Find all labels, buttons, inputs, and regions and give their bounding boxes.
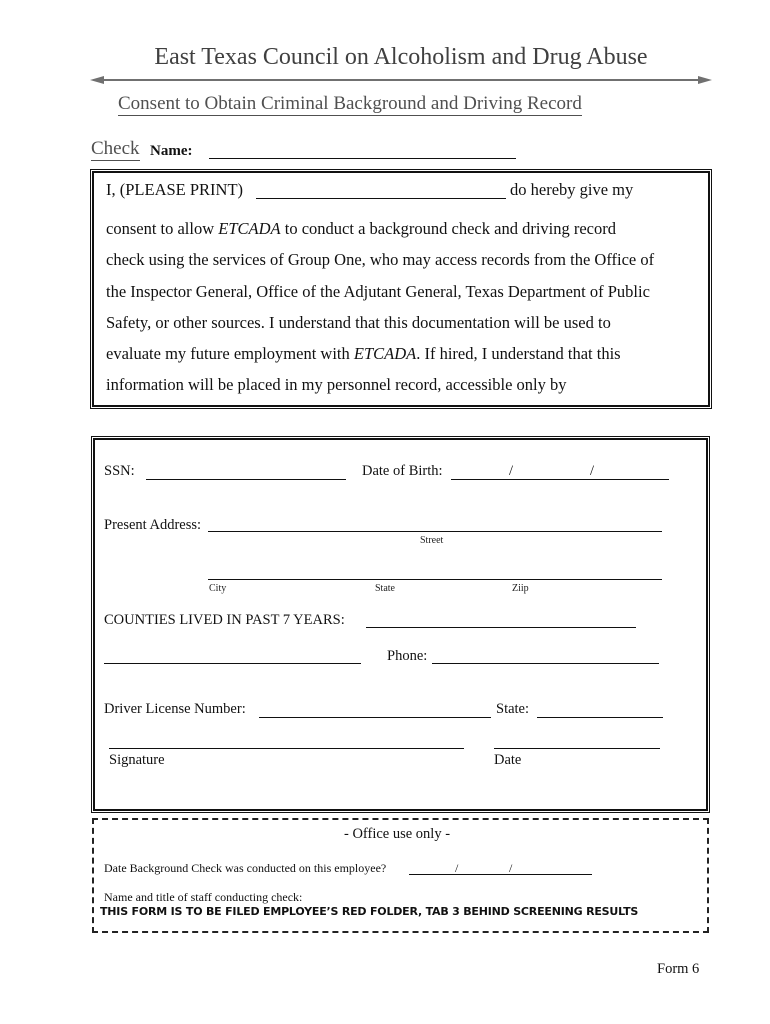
bg-date-field[interactable] <box>409 874 592 875</box>
date-label: Date <box>494 752 522 768</box>
dl-state-field[interactable] <box>537 717 663 718</box>
signature-label: Signature <box>109 752 165 768</box>
counties-field[interactable] <box>366 627 636 628</box>
office-use-heading: - Office use only - <box>344 826 451 842</box>
phone-label: Phone: <box>387 648 428 664</box>
dob-field[interactable] <box>451 479 669 480</box>
street-caption: Street <box>420 535 444 546</box>
name-label: Name: <box>150 143 193 159</box>
city-state-zip-field[interactable] <box>208 579 662 580</box>
org-name: ETCADA <box>218 219 281 238</box>
consent-line-2: consent to allow ETCADA to conduct a background check and driving record <box>106 219 616 238</box>
consent-line-1b: do hereby give my <box>510 180 634 199</box>
dl-state-label: State: <box>496 701 530 717</box>
print-name-field[interactable] <box>256 198 506 199</box>
staff-label: Name and title of staff conducting check: <box>104 890 303 904</box>
consent-line-4: the Inspector General, Office of the Adjutant General, Texas Department of Public <box>106 282 650 301</box>
bg-date-label: Date Background Check was conducted on this employee? <box>104 861 387 875</box>
org-name: ETCADA <box>353 344 417 363</box>
state-caption: State <box>375 583 395 594</box>
form-subtitle: Consent to Obtain Criminal Background and Driving Record <box>118 93 582 114</box>
dob-label: Date of Birth: <box>362 463 443 479</box>
name-field[interactable] <box>209 158 516 159</box>
dl-field[interactable] <box>259 717 491 718</box>
consent-line-3: check using the services of Group One, who may access records from the Office of <box>106 250 655 269</box>
consent-line-5: Safety, or other sources. I understand that this documentation will be used to <box>106 313 611 332</box>
address-label: Present Address: <box>104 517 202 533</box>
counties-field-2[interactable] <box>104 663 361 664</box>
signature-field[interactable] <box>109 748 464 749</box>
date-field[interactable] <box>494 748 660 749</box>
filing-notice: THIS FORM IS TO BE FILED EMPLOYEE’S RED FOLDER, TAB 3 BEHIND SCREENING RESULTS <box>100 905 639 918</box>
street-field[interactable] <box>208 531 662 532</box>
phone-field[interactable] <box>432 663 659 664</box>
city-caption: City <box>209 583 227 594</box>
consent-line-1a: I, (PLEASE PRINT) <box>106 180 244 199</box>
page-title: East Texas Council on Alcoholism and Drug Abuse <box>154 44 648 70</box>
form-number: Form 6 <box>657 961 700 977</box>
check-label: Check <box>91 138 140 159</box>
dl-label: Driver License Number: <box>104 701 246 717</box>
counties-label: COUNTIES LIVED IN PAST 7 YEARS: <box>104 612 345 628</box>
consent-line-7: information will be placed in my personnel record, accessible only by <box>106 375 567 394</box>
ssn-field[interactable] <box>146 479 346 480</box>
consent-line-6: evaluate my future employment with ETCADA. If hired, I understand that this <box>106 344 621 363</box>
ssn-label: SSN: <box>104 463 135 479</box>
zip-caption: Ziip <box>512 583 529 594</box>
